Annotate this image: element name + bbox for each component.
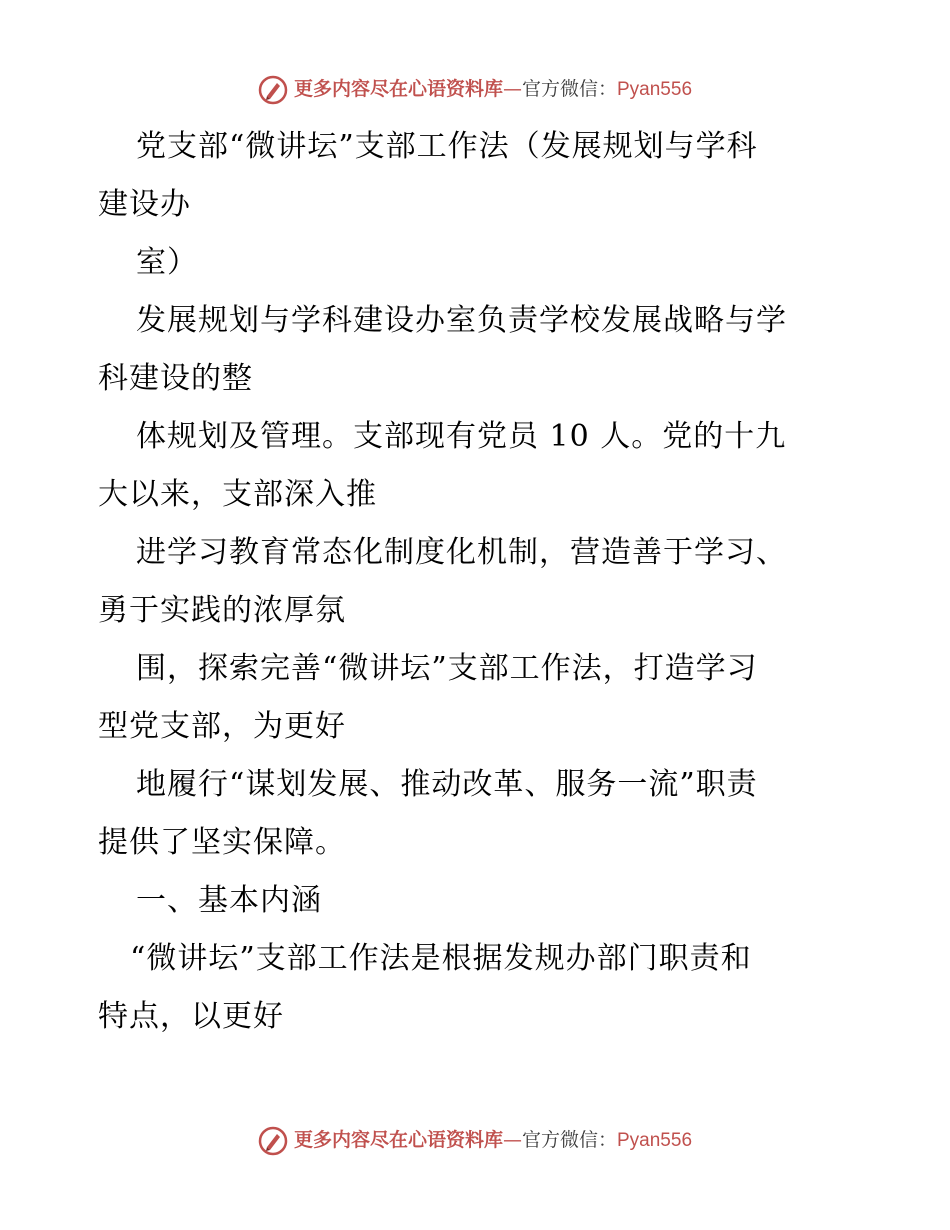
paragraph-line: 型党支部，为更好	[98, 709, 346, 744]
pen-logo-icon	[258, 1126, 288, 1156]
paragraph-line: “微讲坛”支部工作法是根据发规办部门职责和	[130, 941, 752, 976]
header-banner-wechat-label: 官方微信：	[521, 78, 617, 100]
footer-banner-dash: —	[502, 1129, 522, 1151]
paragraph-line: 建设办	[98, 187, 191, 222]
footer-banner	[0, 1125, 950, 1156]
footer-banner-wechat-label: 官方微信：	[521, 1129, 617, 1151]
paragraph-line: 进学习教育常态化制度化机制，营造善于学习、	[136, 535, 787, 570]
paragraph-line: 发展规划与学科建设办室负责学校发展战略与学	[136, 303, 787, 338]
pen-logo-icon	[258, 75, 288, 105]
header-banner-text	[294, 74, 692, 105]
paragraph-line: 围，探索完善“微讲坛”支部工作法，打造学习	[136, 651, 758, 686]
paragraph-line: 勇于实践的浓厚氛	[98, 593, 346, 628]
paragraph-line: 大以来，支部深入推	[98, 477, 377, 512]
footer-banner-main: 更多内容尽在心语资料库	[293, 1129, 503, 1151]
header-banner-main: 更多内容尽在心语资料库	[293, 78, 503, 100]
footer-banner-wechat-id: Pyan556	[617, 1130, 693, 1151]
footer-banner-text	[294, 1125, 692, 1156]
section-heading: 一、基本内涵	[136, 883, 322, 918]
paragraph-line: 室）	[136, 245, 198, 280]
paragraph-line: 地履行“谋划发展、推动改革、服务一流”职责	[136, 767, 758, 802]
paragraph-line: 党支部“微讲坛”支部工作法（发展规划与学科	[136, 129, 758, 164]
paragraph-line: 体规划及管理。支部现有党员 10 人。党的十九	[136, 419, 787, 454]
document-body	[98, 118, 858, 1046]
paragraph-line: 特点，以更好	[98, 999, 284, 1034]
header-banner-wechat-id: Pyan556	[617, 79, 693, 100]
paragraph-line: 科建设的整	[98, 361, 253, 396]
header-banner-dash: —	[502, 78, 522, 100]
header-banner	[0, 74, 950, 105]
paragraph-line: 提供了坚实保障。	[98, 825, 346, 860]
